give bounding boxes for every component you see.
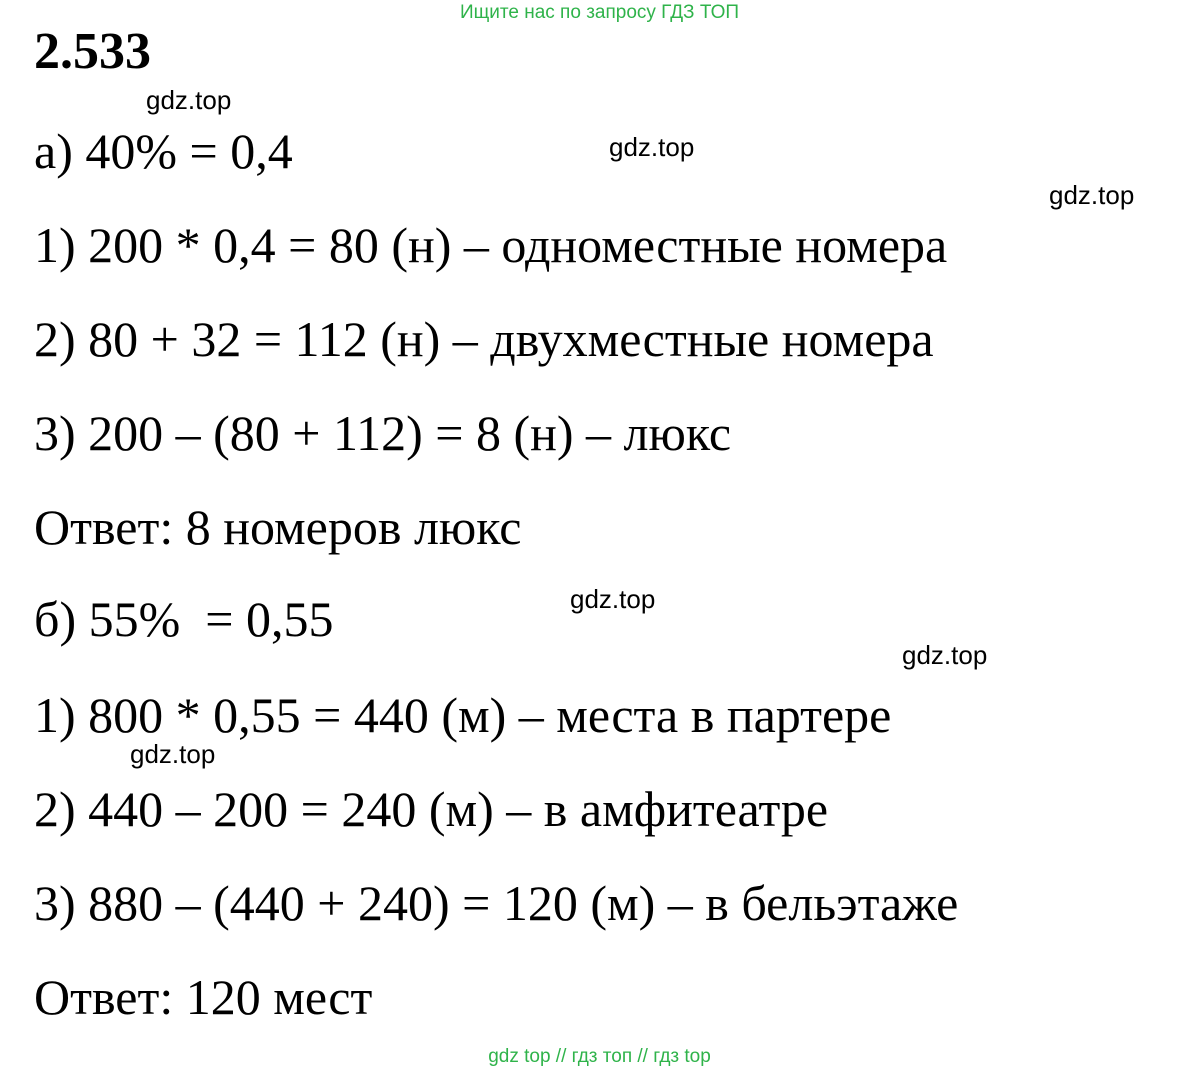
part-b-step-3: 3) 880 – (440 + 240) = 120 (м) – в бельэтаже: [34, 875, 959, 931]
watermark: gdz.top: [1049, 180, 1135, 210]
part-b-step-1: 1) 800 * 0,55 = 440 (м) – места в партере: [34, 687, 892, 743]
part-b-step-2: 2) 440 – 200 = 240 (м) – в амфитеатре: [34, 781, 829, 837]
watermark: gdz.top: [130, 739, 216, 769]
watermark: gdz.top: [570, 584, 656, 614]
part-b-header: б) 55% = 0,55: [34, 591, 334, 647]
top-banner: Ищите нас по запросу ГДЗ ТОП: [459, 2, 740, 23]
part-a-step-2: 2) 80 + 32 = 112 (н) – двухместные номера: [34, 311, 934, 367]
problem-number: 2.533: [34, 23, 151, 80]
part-a-header: а) 40% = 0,4: [34, 123, 293, 179]
watermark: gdz.top: [609, 132, 695, 162]
part-b-answer: Ответ: 120 мест: [34, 969, 373, 1025]
watermark: gdz.top: [902, 640, 988, 670]
footer-links: gdz top // гдз топ // гдз top: [488, 1046, 711, 1067]
part-a-step-3: 3) 200 – (80 + 112) = 8 (н) – люкс: [34, 405, 732, 461]
watermark: gdz.top: [146, 85, 232, 115]
part-a-step-1: 1) 200 * 0,4 = 80 (н) – одноместные номера: [34, 217, 948, 273]
part-a-answer: Ответ: 8 номеров люкс: [34, 499, 522, 555]
